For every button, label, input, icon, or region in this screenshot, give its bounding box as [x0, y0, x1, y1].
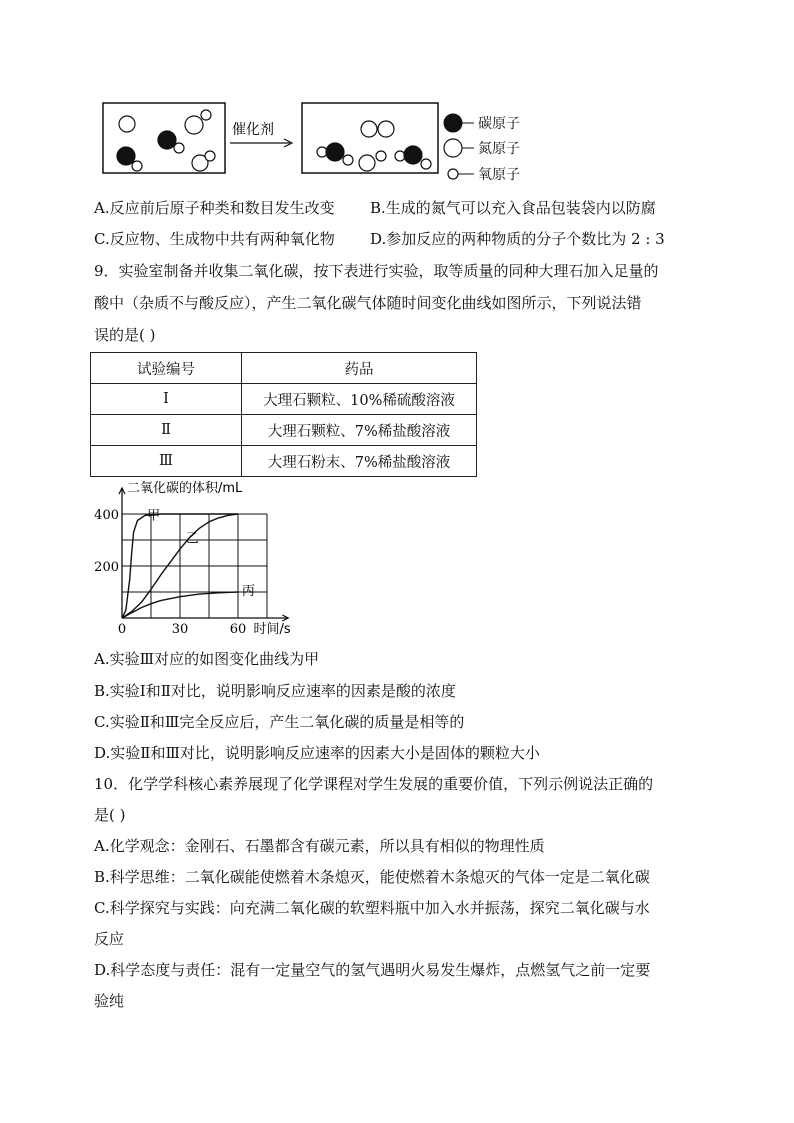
table-row: [91, 446, 477, 477]
q9-stem-line-1: 9．实验室制备并收集二氧化碳，按下表进行实验，取等质量的同种大理石加入足量的: [94, 262, 659, 280]
q8-option-c: C.反应物、生成物中共有两种氧化物: [94, 230, 335, 248]
co2-volume-chart: [92, 480, 322, 642]
table-cell: 大理石颗粒、10%稀硫酸溶液: [242, 384, 477, 415]
x-tick-label: 60: [229, 622, 247, 637]
nitrogen-atom-icon: [444, 139, 462, 157]
series-label-2: 乙: [185, 531, 199, 547]
x-axis-label: 时间/s: [253, 622, 291, 637]
carbon-legend-item: [444, 114, 520, 132]
q9-stem-line-2: 酸中（杂质不与酸反应），产生二氧化碳气体随时间变化曲线如图所示，下列说法错: [94, 294, 642, 312]
q10-option-c-line-2: 反应: [94, 930, 125, 948]
svg-text:氮原子: 氮原子: [478, 141, 520, 157]
y-tick-label: 200: [94, 560, 119, 575]
reaction-diagram: [100, 100, 550, 185]
svg-text:氧原子: 氧原子: [478, 167, 520, 183]
table-cell: Ⅰ: [91, 384, 242, 415]
table-header-row: [91, 353, 477, 384]
table-cell: 大理石粉末、7%稀盐酸溶液: [242, 446, 477, 477]
table-row: [91, 384, 477, 415]
table-row: [91, 415, 477, 446]
q9-option-b: B.实验Ⅰ和Ⅱ对比，说明影响反应速率的因素是酸的浓度: [94, 682, 456, 700]
atom-legend: [444, 114, 520, 183]
q8-option-d: D.参加反应的两种物质的分子个数比为 2 : 3: [370, 230, 665, 248]
table-header-cell: 药品: [242, 353, 477, 384]
q10-stem-line-2: 是( ): [94, 806, 126, 824]
x-tick-label: 0: [117, 622, 127, 637]
carbon-atom-icon: [444, 114, 462, 132]
q9-option-c: C.实验Ⅱ和Ⅲ完全反应后，产生二氧化碳的质量是相等的: [94, 713, 465, 731]
q10-option-d-line-1: D.科学态度与责任：混有一定量空气的氢气遇明火易发生爆炸，点燃氢气之前一定要: [94, 961, 651, 979]
q10-option-b: B.科学思维：二氧化碳能使燃着木条熄灭，能使燃着木条熄灭的气体一定是二氧化碳: [94, 868, 650, 886]
q9-option-d: D.实验Ⅱ和Ⅲ对比，说明影响反应速率的因素大小是固体的颗粒大小: [94, 744, 540, 762]
x-tick-label: 30: [171, 622, 189, 637]
series-label-3: 丙: [241, 584, 255, 600]
table-cell: Ⅱ: [91, 415, 242, 446]
oxygen-atom-icon: [448, 169, 458, 179]
q10-option-c-line-1: C.科学探究与实践：向充满二氧化碳的软塑料瓶中加入水并振荡，探究二氧化碳与水: [94, 899, 650, 917]
q10-stem-line-1: 10．化学学科核心素养展现了化学课程对学生发展的重要价值，下列示例说法正确的: [94, 775, 654, 793]
y-tick-label: 400: [94, 508, 119, 523]
y-axis-label: 二氧化碳的体积/mL: [127, 481, 243, 496]
experiment-table: [90, 352, 477, 477]
oxygen-legend-item: [448, 167, 520, 183]
q10-option-a: A.化学观念：金刚石、石墨都含有碳元素，所以具有相似的物理性质: [94, 837, 545, 855]
series-label-1: 甲: [147, 508, 161, 524]
q8-option-a: A.反应前后原子种类和数目发生改变: [94, 199, 335, 217]
q8-option-b: B.生成的氮气可以充入食品包装袋内以防腐: [370, 199, 656, 217]
table-header-cell: 试验编号: [91, 353, 242, 384]
table-cell: 大理石颗粒、7%稀盐酸溶液: [242, 415, 477, 446]
q9-option-a: A.实验Ⅲ对应的如图变化曲线为甲: [94, 650, 320, 668]
q10-option-d-line-2: 验纯: [94, 992, 125, 1010]
nitrogen-legend-item: [444, 139, 520, 157]
q9-stem-line-3: 误的是( ): [94, 326, 156, 344]
svg-text:碳原子: 碳原子: [478, 116, 520, 132]
table-cell: Ⅲ: [91, 446, 242, 477]
catalyst-label: 催化剂: [232, 122, 274, 138]
